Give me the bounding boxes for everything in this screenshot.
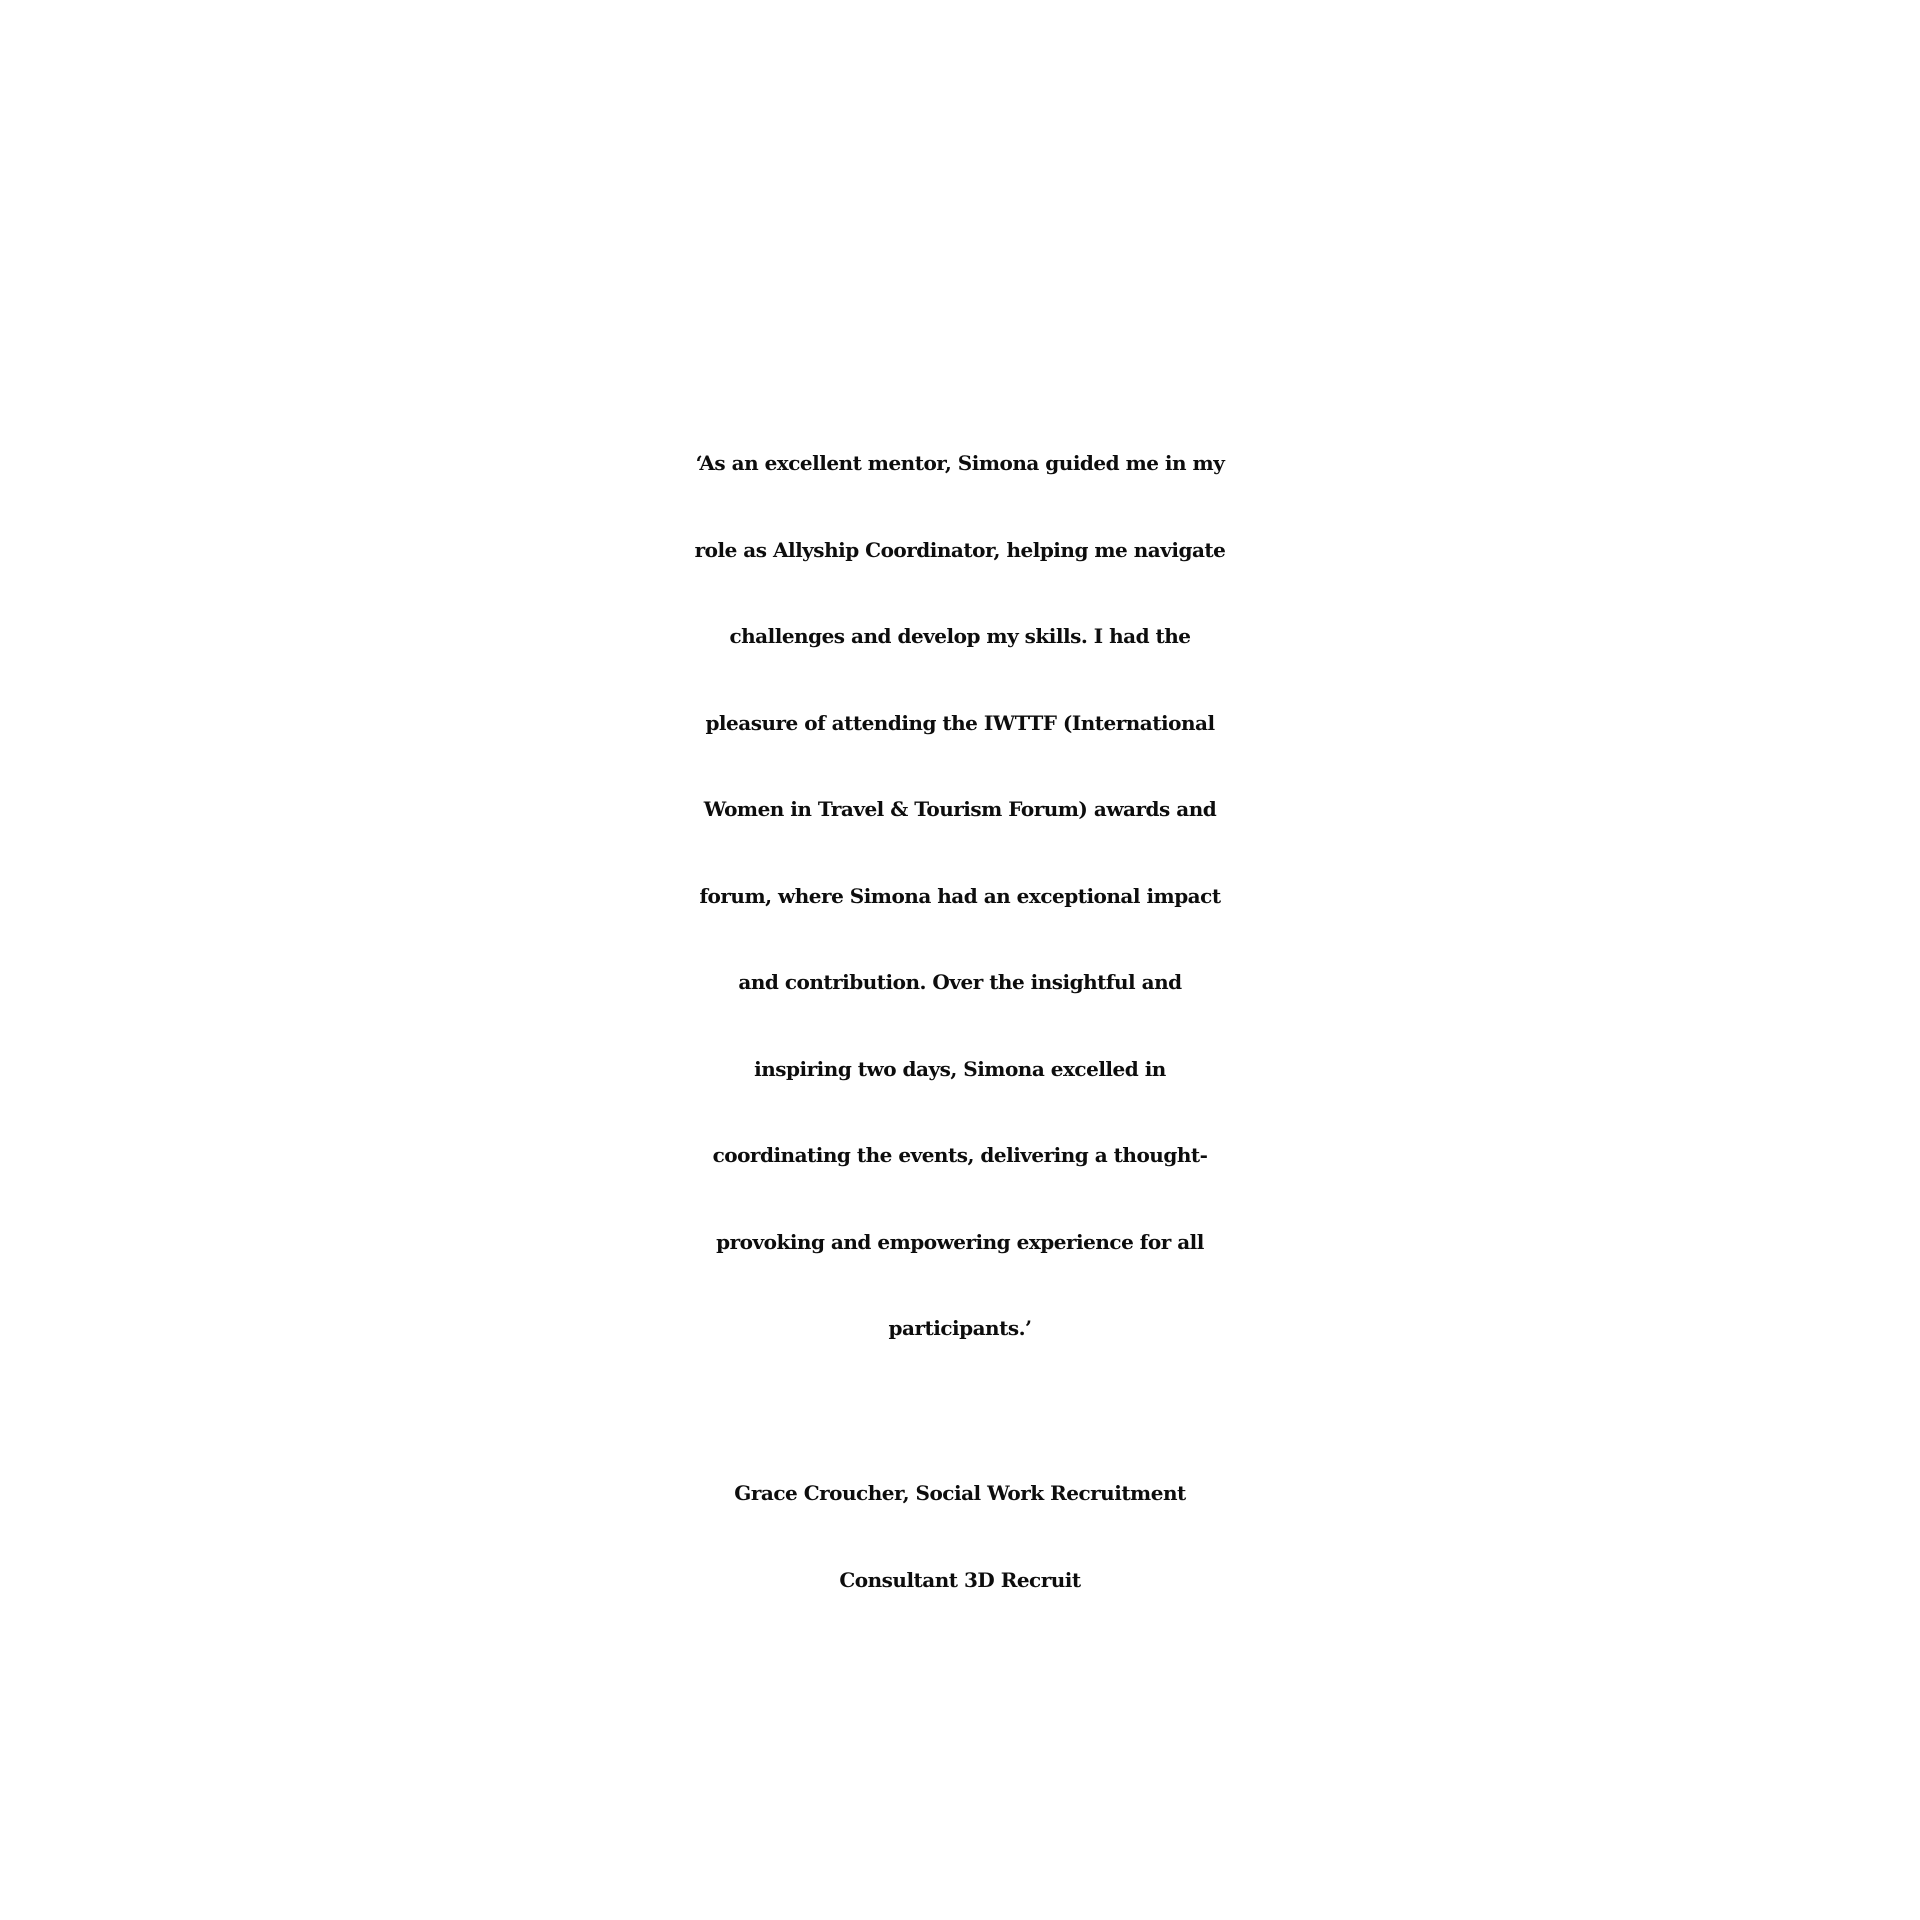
quote-line: forum, where Simona had an exceptional impact [699, 883, 1221, 908]
quote-line: pleasure of attending the IWTTF (International [705, 710, 1215, 735]
quote-line: inspiring two days, Simona excelled in [754, 1056, 1166, 1081]
quote-line: ‘As an excellent mentor, Simona guided me in my [695, 451, 1225, 475]
testimonial-quote [0, 420, 1920, 1372]
quote-line: challenges and develop my skills. I had the [729, 624, 1191, 648]
attribution-line: Consultant 3D Recruit [839, 1567, 1081, 1592]
attribution-line: Grace Croucher, Social Work Recruitment [734, 1481, 1186, 1505]
quote-line: provoking and empowering experience for all [716, 1229, 1204, 1254]
quote-line: Women in Travel & Tourism Forum) awards and [703, 797, 1217, 821]
quote-line: and contribution. Over the insightful and [738, 970, 1182, 994]
quote-line: coordinating the events, delivering a thought- [712, 1143, 1208, 1167]
testimonial-attribution [0, 1450, 1920, 1623]
quote-line: participants.’ [888, 1316, 1032, 1340]
quote-line: role as Allyship Coordinator, helping me navigate [694, 537, 1226, 562]
